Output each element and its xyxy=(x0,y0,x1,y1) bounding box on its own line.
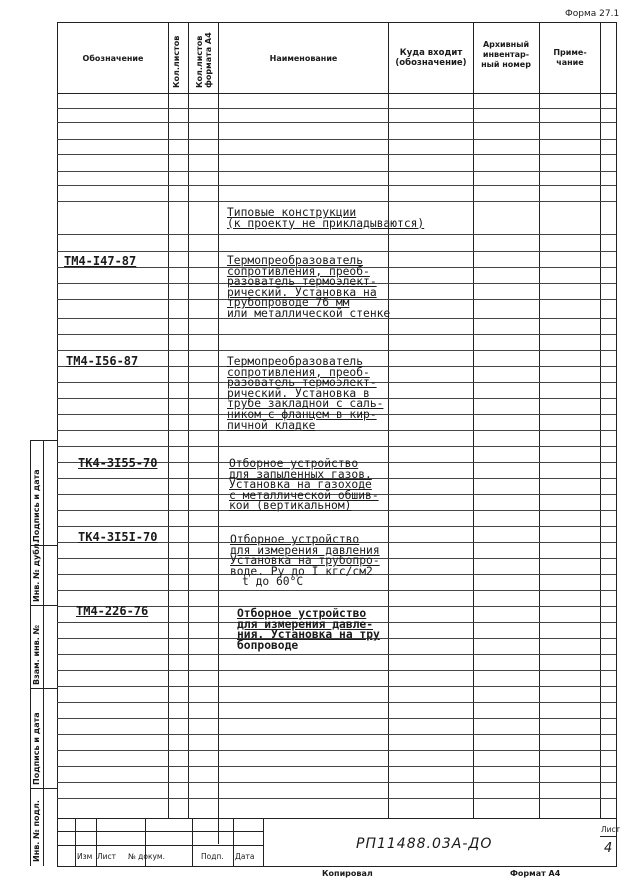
table-row-line xyxy=(57,782,616,783)
entry-desc-3 xyxy=(229,459,379,512)
entry-3-line: Отборное устройство xyxy=(229,457,359,470)
header-name: Наименование xyxy=(269,54,338,63)
tb-top xyxy=(57,818,616,819)
entry-2-line: сопротивления, преоб- xyxy=(227,365,370,379)
table-row-line xyxy=(57,750,616,751)
frame-bottom xyxy=(57,866,616,867)
side-label-inv-podl: Инв. № подл. xyxy=(32,800,41,862)
side-label-sign-date-2: Подпись и дата xyxy=(32,469,41,542)
header-bottom xyxy=(57,93,616,94)
tb-row-3 xyxy=(600,836,616,837)
table-row-line xyxy=(57,201,616,202)
frame-right xyxy=(616,22,617,867)
footer-format: Формат А4 xyxy=(510,869,561,878)
doc-code: РП11488.03А-ДО xyxy=(356,836,493,852)
entry-3-line: кой (вертикальном) xyxy=(229,499,352,513)
col-line-6 xyxy=(539,22,540,818)
table-row-line xyxy=(57,686,616,687)
header-note: Приме- чание xyxy=(553,48,587,67)
side-top xyxy=(30,440,57,441)
tb-col-date xyxy=(233,818,234,866)
table-row-line xyxy=(57,590,616,591)
entry-desc-5 xyxy=(237,609,380,651)
entry-3-line: Установка на газоходе xyxy=(229,478,372,492)
entry-1-line: сопротивления, преоб- xyxy=(227,264,370,278)
entry-4-line: воде. Ру до I кгс/см2 xyxy=(230,564,373,578)
table-row-line xyxy=(57,185,616,186)
entry-desc-1 xyxy=(227,256,390,320)
side-div-2 xyxy=(30,605,57,606)
table-row-line xyxy=(57,734,616,735)
entry-desc-4 xyxy=(230,535,380,588)
entry-code-3: ТК4-3I55-70 xyxy=(78,456,158,470)
entry-1-line: Термопреобразователь xyxy=(227,254,364,267)
entry-2-line: Термопреобразователь xyxy=(227,355,364,368)
tb-label-date: Дата xyxy=(235,852,255,861)
table-row-line xyxy=(57,446,616,447)
col-line-1 xyxy=(168,22,169,818)
side-label-sign-date-1: Подпись и дата xyxy=(32,712,41,785)
entry-2-line: пичной кладке xyxy=(227,418,316,432)
table-row-line xyxy=(57,798,616,799)
form-label: Форма 27.1 xyxy=(565,9,620,19)
col-line-3 xyxy=(218,22,219,844)
entry-2-line: ником с фланцем в кир- xyxy=(227,407,377,421)
entry-5-line: для измерения давле- xyxy=(237,617,374,631)
entry-2-line: рический. Установка в xyxy=(227,386,370,400)
entry-3-line: для запыленных газов. xyxy=(229,467,372,481)
tb-label-list: Лист xyxy=(97,852,117,861)
col-line-4 xyxy=(388,22,389,818)
entry-1-line: рический. Установка на xyxy=(227,285,377,299)
side-label-vzam: Взам. инв. № xyxy=(32,624,41,685)
header-sheet-count: Кол.листов xyxy=(172,35,181,88)
side-div-3 xyxy=(30,688,57,689)
entry-2-line: разователь термоэлект- xyxy=(227,376,377,390)
table-row-line xyxy=(57,154,616,155)
table-row-line xyxy=(57,139,616,140)
entry-code-4: ТК4-3I5I-70 xyxy=(78,530,158,544)
table-row-line xyxy=(57,171,616,172)
entry-4-line: Установка на трубопро- xyxy=(230,554,380,568)
entry-4-line: Отборное устройство xyxy=(230,533,360,546)
section-title-line-1: Типовые конструкции xyxy=(227,206,357,219)
table-row-line xyxy=(57,234,616,235)
tb-col-izm xyxy=(75,818,76,866)
table-row-line xyxy=(57,108,616,109)
tb-label-sign: Подп. xyxy=(201,852,224,861)
entry-1-line: или металлической стенке xyxy=(227,306,391,320)
table-row-line xyxy=(57,526,616,527)
section-title-line-2: (к проекту не прикладываются) xyxy=(227,216,425,230)
side-frame-left xyxy=(30,440,31,866)
tb-label-doc: № докум. xyxy=(128,852,165,861)
tb-col-sign xyxy=(192,818,193,866)
entry-5-line: ния. Установка на тру xyxy=(237,628,380,642)
entry-3-line: с металлической обшив- xyxy=(229,488,379,502)
table-row-line xyxy=(57,766,616,767)
sheet-label: Лист xyxy=(601,825,621,834)
footer-copied: Копировал xyxy=(322,869,373,878)
header-where-used: Куда входит (обозначение) xyxy=(395,48,467,68)
col-line-7 xyxy=(600,22,601,818)
tb-col-end xyxy=(263,818,264,866)
table-row-line xyxy=(57,654,616,655)
table-row-line xyxy=(57,718,616,719)
entry-5-line: Отборное устройство xyxy=(237,607,367,620)
header-a4-count: Кол.листов формата А4 xyxy=(195,32,213,88)
table-row-line xyxy=(57,334,616,335)
table-row-line xyxy=(57,122,616,123)
entry-5-line: бопроводе xyxy=(237,638,299,652)
entry-code-1: ТМ4-I47-87 xyxy=(64,254,137,268)
frame-left xyxy=(57,22,58,867)
entry-code-5: ТМ4-226-76 xyxy=(76,604,149,618)
side-div-4 xyxy=(30,788,57,789)
entry-code-2: ТМ4-I56-87 xyxy=(66,354,139,368)
sheet-number: 4 xyxy=(604,841,613,856)
header-archive-no: Архивный инвентар- ный номер xyxy=(481,40,531,69)
entry-desc-2 xyxy=(227,357,383,431)
side-frame-mid xyxy=(43,440,44,866)
col-line-2 xyxy=(188,22,189,818)
tb-label-izm: Изм xyxy=(77,852,93,861)
frame-top xyxy=(57,22,616,23)
table-row-line xyxy=(57,350,616,351)
entry-1-line: трубопроводе 76 мм xyxy=(227,296,350,310)
col-line-5 xyxy=(473,22,474,818)
section-title xyxy=(227,208,424,229)
table-row-line xyxy=(57,702,616,703)
table-row-line xyxy=(57,251,616,252)
header-designation: Обозначение xyxy=(82,54,144,63)
entry-1-line: разователь термоэлект- xyxy=(227,275,377,289)
entry-4-line: t до 60°С xyxy=(242,575,304,589)
entry-2-line: трубе закладной с саль- xyxy=(227,397,384,411)
side-label-inv-dubl: Инв. № дубл. xyxy=(32,540,41,602)
table-row-line xyxy=(57,670,616,671)
entry-4-line: для измерения давления xyxy=(230,543,380,557)
